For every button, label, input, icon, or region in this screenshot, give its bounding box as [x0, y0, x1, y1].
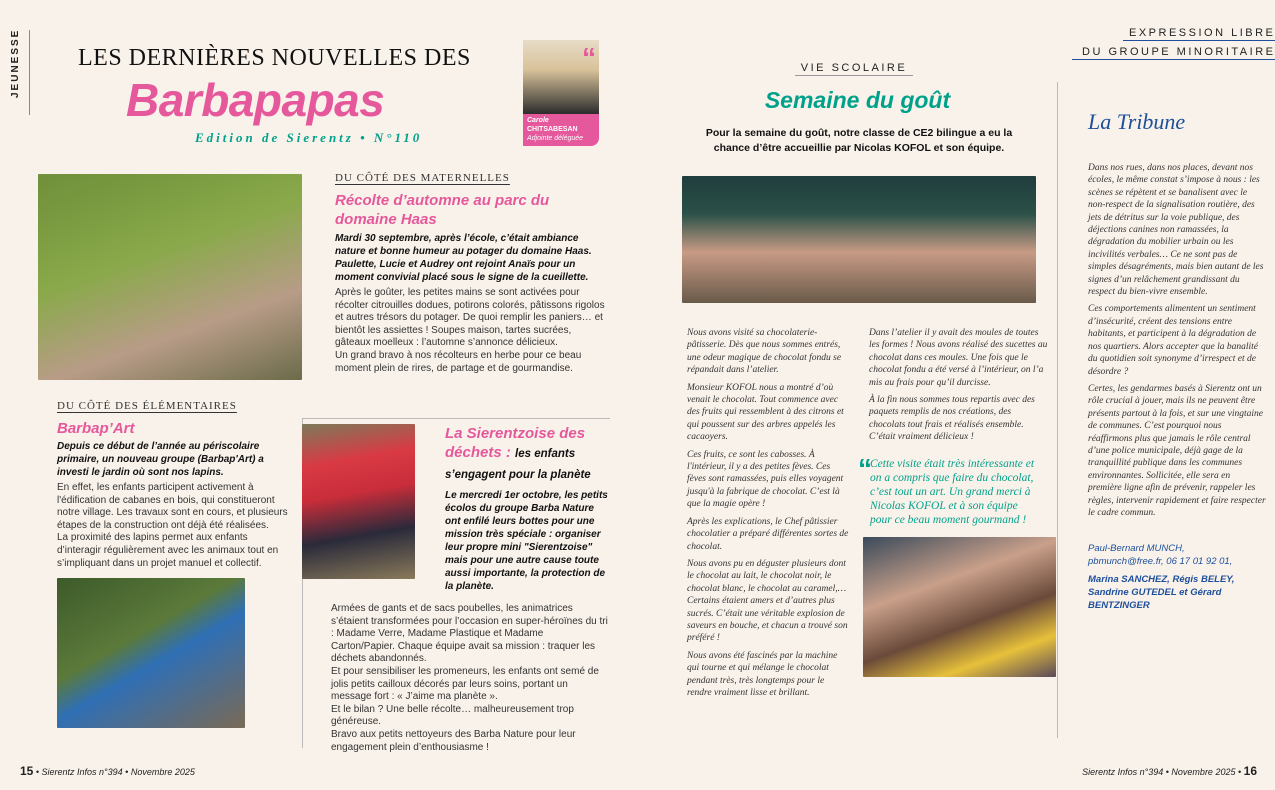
vertical-divider	[1057, 82, 1058, 738]
paragraph: À la fin nous sommes tous repartis avec des paquets remplis de nos créations, des chocolats tout frais et réalisés ensemble. C’était vraiment délicieux !	[869, 395, 1035, 443]
photo-elementaires	[57, 578, 245, 728]
footer-right-text: Sierentz Infos n°394 • Novembre 2025 •	[1082, 767, 1242, 777]
body-sierentzoise: Armées de gants et de sacs poubelles, les animatrices s’étaient transformées pour l’occasion en super-héroïnes du tri : Madame Verre, Madame Plastique et Madame Carton/Papier. Chaque équipe avait sa mission : traquer les déchets abandonnés. Et pour sensibiliser les promeneurs, les enfants ont semé de jolis petits cailloux décorés par leurs soins, portant un message fort : « J’aime ma planète ». Et le bilan ? Une belle récolte… malheureusement trop généreuse. Bravo aux petits nettoyeurs des Barba Nature pour leur engagement plein d’enthousiasme !	[331, 603, 608, 753]
article-elementaires	[57, 399, 294, 728]
tribune-body	[1088, 162, 1266, 524]
paragraph: Nous avons visité sa chocolaterie-pâtisserie. Dès que nous sommes entrés, une odeur magique de chocolat fondu se répandait dans l’atelier.	[687, 328, 842, 376]
kicker-maternelles: DU CÔTÉ DES MATERNELLES	[335, 172, 510, 184]
footer-left-text: • Sierentz Infos n°394 • Novembre 2025	[35, 767, 195, 777]
lead-elementaires: Depuis ce début de l’année au périscolaire primaire, un nouveau groupe (Barbap'Art) a investi le jardin où sont nos lapins.	[57, 441, 264, 478]
section-tab-label: JEUNESSE	[10, 28, 21, 98]
page-number-left: 15	[20, 764, 34, 778]
title-maternelles: Récolte d’automne au parc du domaine Haas	[335, 192, 550, 228]
paragraph: Nous avons été fascinés par la machine qui tourne et qui mélange le chocolat pendant très, très longtemps pour le rendre vraiment lisse et brillant.	[687, 650, 838, 698]
author-first: Carole	[527, 117, 549, 124]
paragraph: Dans l’atelier il y avait des moules de toutes les formes ! Nous avons réalisé des sucettes au chocolat dans ces moules. Une fois que le chocolat fondu a été versé à l’intérieur, on l’a mis au frais pour qu’il durcisse.	[869, 328, 1048, 388]
quote-icon: “	[582, 42, 596, 73]
lead-sierentzoise: Le mercredi 1er octobre, les petits écolos du groupe Barba Nature ont enfilé leurs bottes pour une mission très spéciale : organiser leur propre mini "Sierentzoise" mais pour une autre cause toute aussi importante, la protection de la planète.	[445, 490, 608, 592]
title-sierentzoise-pink: La Sierentzoise des déchets :	[445, 425, 586, 461]
author-last: CHITSABESAN	[527, 126, 578, 133]
paragraph: Certes, les gendarmes basés à Sierentz ont un rôle crucial à jouer, mais ils ne peuvent être présents partout à la fois, et sur une vingtaine de communes. C’est pourquoi nous réaffirmons plus que jamais le rôle central d’une police municipale, déjà gage de la tranquillité publique dans les communes environnantes. Sollicitée, elle sera en première ligne afin de prévenir, rappeler les règles, intervenir rapidement et faire respecter le cadre commun.	[1088, 383, 1266, 518]
tribune-tab-line2: DU GROUPE MINORITAIRE	[1072, 45, 1275, 60]
title-elementaires: Barbap’Art	[57, 420, 135, 437]
paragraph: Nous avons pu en déguster plusieurs dont le chocolat au lait, le chocolat noir, le chocolat blanc, le chocolat au caramel,… Certains étaient amers et d’autres plus sucrés. C’était une véritable explosion de saveurs en bouche, et chacun a trouvé son préféré !	[687, 558, 848, 644]
header-title: Barbapapas	[126, 74, 385, 126]
photo-chocolaterie	[682, 176, 1036, 303]
tribune-signature-2: Marina SANCHEZ, Régis BELEY, Sandrine GUTEDEL et Gérard BENTZINGER	[1088, 574, 1235, 612]
article-col1	[687, 327, 849, 704]
header-line: LES DERNIÈRES NOUVELLES DES	[78, 45, 471, 71]
edition-label: Edition de Sierentz • N°110	[195, 130, 423, 145]
page-number-right: 16	[1243, 764, 1257, 778]
author-role: Adjointe déléguée	[527, 135, 584, 142]
title-sierentzoise-black: les enfants s’engagent pour la planète	[445, 448, 591, 481]
tribune-signature-1: Paul-Bernard MUNCH, pbmunch@free.fr, 06 17 01 92 01,	[1088, 543, 1233, 568]
article-sierentzoise	[302, 424, 608, 754]
paragraph: Ces comportements alimentent un sentiment d’insécurité, créent des tensions entre habitants, et participent à la dégradation de nos quartiers. Alors accepter que la banalité du quotidien soit synonyme d’irrespect et de désordre ?	[1088, 304, 1259, 377]
pull-quote: Cette visite était très intéressante et on a compris que faire du chocolat, c’est tout un art. Un grand merci à Nicolas KOFOL et à son équipe pour ce beau moment gourmand !	[870, 457, 1035, 526]
tribune-tab-line1: EXPRESSION LIBRE	[1123, 26, 1275, 41]
tribune-title: La Tribune	[1088, 109, 1186, 134]
divider	[302, 418, 610, 419]
paragraph: Ces fruits, ce sont les cabosses. À l'intérieur, il y a des petites fèves. Ces fèves sont ramassées, puis elles voyagent jusqu'à la fabrique de chocolat. C’est là que la magie opère !	[687, 449, 844, 510]
photo-maternelles	[38, 174, 302, 380]
body-elementaires: En effet, les enfants participent activement à l'édification de cabanes en bois, qui constitueront notre village. Les travaux sont en cours, et plusieurs étapes de la construction ont déjà été réalisées. La proximité des lapins permet aux enfants d’interagir régulièrement avec les animaux tout en s’impliquant dans un projet manuel et collectif.	[57, 482, 288, 569]
body-maternelles: Après le goûter, les petites mains se sont activées pour récolter citrouilles dodues, potirons colorés, pâtissons rigolos et autres trésors du potager. De quoi remplir les paniers… et bientôt les assiettes ! Soupes maison, tartes sucrées, gâteaux moelleux : l’automne s’annonce délicieux. Un grand bravo à nos récolteurs en herbe pour ce beau moment plein de rires, de partage et de gourmandise.	[335, 287, 605, 374]
footer-right	[1082, 764, 1257, 778]
footer-left	[20, 764, 195, 778]
photo-sierentzoise	[302, 424, 415, 579]
lead-semaine-du-gout: Pour la semaine du goût, notre classe de CE2 bilingue a eu la chance d’être accueillie par Nicolas KOFOL et son équipe.	[705, 127, 1013, 154]
paragraph: Monsieur KOFOL nous a montré d’où venait le chocolat. Tout commence avec des fruits qui ressemblent à des citrons et qui poussent sur des arbres appelés les cacaoyers.	[687, 382, 844, 443]
photo-atelier	[863, 537, 1056, 677]
lead-maternelles: Mardi 30 septembre, après l’école, c’était ambiance nature et bonne humeur au potager du domaine Haas. Paulette, Lucie et Audrey ont rejoint Anaïs pour un moment convivial placé sous le signe de la cueillette.	[335, 233, 592, 283]
section-tab	[8, 30, 30, 115]
quote-icon: “	[858, 452, 872, 484]
paragraph: Dans nos rues, dans nos places, devant nos écoles, le même constat s’impose à nous : les scènes se répètent et se banalisent avec le non-respect de la signalisation routière, des jets de détritus sur la voie publique, des déjections canines non ramassées, la dégradation du mobilier urbain ou les incivilités verbales… Ce ne sont pas de simples désagréments, mais bien autant de les signes d’un relâchement grandissant du respect du bien-vivre ensemble.	[1088, 163, 1264, 298]
paragraph: Après les explications, le Chef pâtissier chocolatier a préparé différentes sortes de chocolat.	[687, 516, 849, 552]
article-col2	[858, 327, 1048, 677]
tribune-column	[1088, 108, 1266, 612]
title-semaine-du-gout: Semaine du goût	[764, 87, 951, 113]
kicker-elementaires: DU CÔTÉ DES ÉLÉMENTAIRES	[57, 400, 237, 412]
title-sierentzoise	[445, 424, 608, 485]
kicker-vie-scolaire: VIE SCOLAIRE	[795, 61, 913, 76]
article-maternelles	[335, 171, 605, 375]
